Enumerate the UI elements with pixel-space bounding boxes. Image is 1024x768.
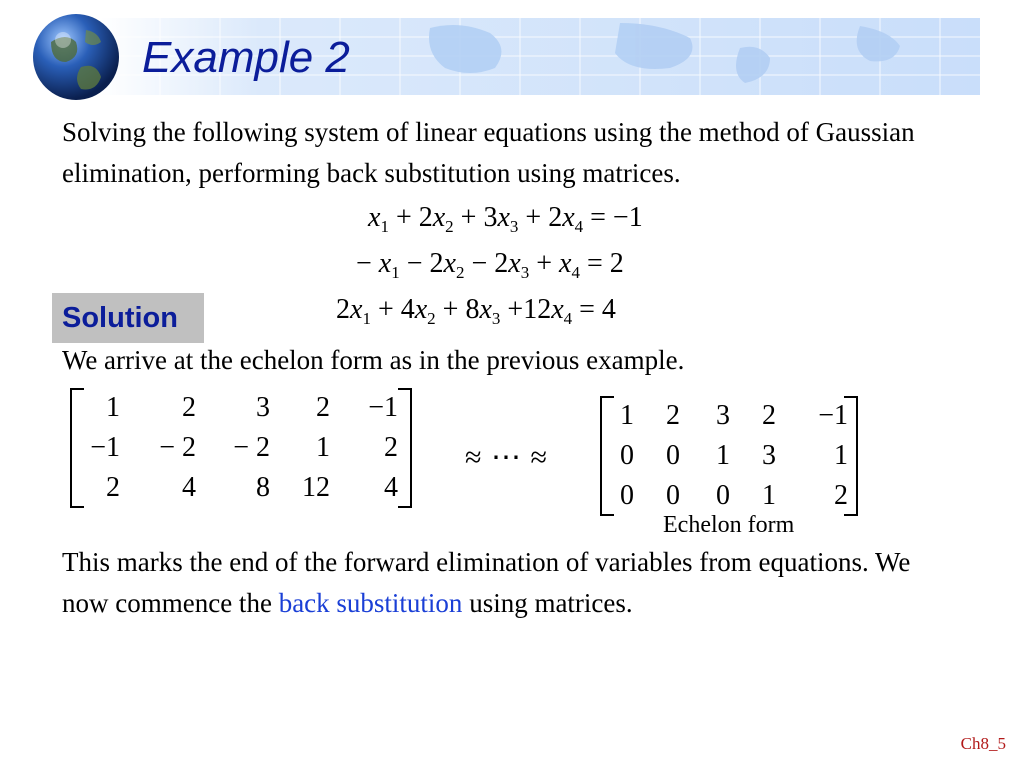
matrix-cell: 4	[384, 472, 398, 503]
equation-1: $x_1 + 2x_2 + 3x_3 + 2x_4 = -1$	[368, 202, 643, 236]
augmented-matrix	[70, 388, 412, 508]
solution-label: Solution	[52, 293, 204, 343]
matrix-cell: −1	[818, 400, 848, 431]
matrix-cell: 1	[106, 392, 120, 423]
matrix-cell: 2	[384, 432, 398, 463]
intro-paragraph: Solving the following system of linear equations using the method of Gaussian elimination, performing back substitution using matrices.	[62, 117, 915, 188]
matrix-cell: 3	[256, 392, 270, 423]
matrix-cell: 3	[716, 400, 730, 431]
matrix-cell: 4	[182, 472, 196, 503]
matrix-cell: 3	[762, 440, 776, 471]
right-bracket	[398, 388, 412, 508]
matrix-cell: 8	[256, 472, 270, 503]
globe-icon	[31, 12, 121, 102]
closing-text-before: This marks the end of the forward elimination of variables from equations. We now commence the	[62, 547, 911, 618]
matrix-cell: 2	[106, 472, 120, 503]
matrix-cell: 2	[762, 400, 776, 431]
approx-chain: ≈ ⋯ ≈	[465, 441, 548, 474]
matrix-cell: 1	[316, 432, 330, 463]
matrix-cell: 1	[620, 400, 634, 431]
matrix-cell: − 2	[159, 432, 196, 463]
echelon-intro-text: We arrive at the echelon form as in the previous example.	[62, 345, 685, 375]
slide-number: Ch8_5	[960, 734, 1006, 753]
matrix-cell: 12	[302, 472, 330, 503]
equation-2: − $x_1 - 2x_2 - 2x_3 + x_4 = 2$	[356, 248, 624, 282]
matrix-cell: 1	[834, 440, 848, 471]
matrix-cell: 2	[834, 480, 848, 511]
matrix-cell: 0	[620, 480, 634, 511]
matrix-cell: −1	[368, 392, 398, 423]
back-substitution-highlight: back substitution	[278, 588, 463, 618]
slide-title: Example 2	[142, 33, 350, 82]
closing-paragraph	[62, 542, 962, 624]
matrix-cell: 0	[716, 480, 730, 511]
echelon-form-label: Echelon form	[663, 512, 795, 538]
echelon-matrix	[600, 396, 858, 516]
matrix-cell: 1	[716, 440, 730, 471]
matrix-cell: 1	[762, 480, 776, 511]
matrix-cell: 2	[666, 400, 680, 431]
matrix-cell: 0	[666, 480, 680, 511]
matrix-cell: −1	[90, 432, 120, 463]
matrix-cell: 0	[620, 440, 634, 471]
closing-text-after: using matrices.	[462, 588, 633, 618]
matrix-cell: 2	[316, 392, 330, 423]
matrix-cell: 0	[666, 440, 680, 471]
matrix-cell: 2	[182, 392, 196, 423]
matrix-cell: − 2	[233, 432, 270, 463]
equation-3: $2x_1 + 4x_2 + 8x_3 +12x_4 = 4$	[336, 294, 616, 328]
